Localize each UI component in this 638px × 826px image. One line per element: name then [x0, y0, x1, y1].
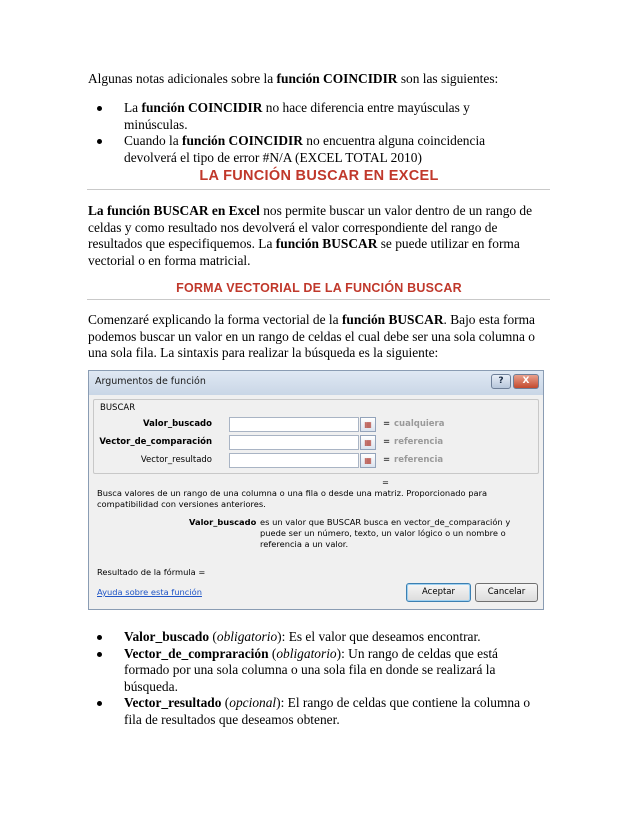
dialog-title: Argumentos de función: [95, 376, 206, 387]
field-value: cualquiera: [394, 419, 445, 429]
list-item: Valor_buscado (obligatorio): Es el valor que deseamos encontrar.: [95, 629, 535, 646]
field-label-valor-buscado: Valor_buscado: [143, 419, 212, 429]
ok-button[interactable]: Aceptar: [406, 583, 471, 602]
function-arguments-dialog: [88, 370, 544, 610]
field-value: referencia: [394, 437, 444, 447]
range-select-icon[interactable]: ▦: [360, 417, 376, 432]
paragraph-buscar: La función BUSCAR en Excel nos permite buscar un valor dentro de un rango de celdas y como resultado nos devolverá el valor correspondiente del rango de resultados que especifiquemos. La función BUSCAR se puede utilizar en forma vectorial o en forma matricial.: [88, 203, 533, 268]
intro-bold: función COINCIDIR: [276, 71, 398, 86]
arguments-list: [95, 629, 535, 728]
list-item: Vector_de_compraración (obligatorio): Un rango de celdas que está formado por una sola columna o una sola fila en donde se realizará la búsqueda.: [95, 646, 535, 696]
heading-vectorial: FORMA VECTORIAL DE LA FUNCIÓN BUSCAR: [176, 281, 462, 295]
valor-buscado-input[interactable]: [229, 417, 359, 432]
list-item: Cuando la función COINCIDIR no encuentra alguna coincidencia devolverá el tipo de error #N/A (EXCEL TOTAL 2010): [95, 133, 535, 166]
vector-comparacion-input[interactable]: [229, 435, 359, 450]
help-link[interactable]: Ayuda sobre esta función: [97, 587, 202, 597]
equals-sign: =: [383, 419, 391, 429]
heading-divider: [87, 299, 550, 300]
cancel-button[interactable]: Cancelar: [475, 583, 538, 602]
arg-description: es un valor que BUSCAR busca en vector_de_comparación y puede ser un número, texto, un valor lógico o un nombre o referencia a un valor.: [260, 517, 511, 549]
arguments-group: [93, 399, 539, 474]
field-value: referencia: [394, 455, 444, 465]
result-equals: =: [382, 477, 389, 487]
field-label-vector-resultado: Vector_resultado: [140, 455, 212, 465]
heading-divider: [87, 189, 550, 190]
function-description: Busca valores de un rango de una columna o una fila o desde una matriz. Proporcionado para compatibilidad con versiones anteriores.: [97, 488, 488, 509]
field-label-vector-comparacion: Vector_de_comparación: [99, 437, 212, 447]
list-item: La función COINCIDIR no hace diferencia entre mayúsculas y minúsculas.: [95, 100, 535, 133]
help-button[interactable]: ?: [491, 374, 511, 389]
equals-sign: =: [383, 455, 391, 465]
notes-list: [95, 100, 535, 166]
equals-sign: =: [383, 437, 391, 447]
list-item: Vector_resultado (opcional): El rango de celdas que contiene la columna o fila de resultados que deseamos obtener.: [95, 695, 535, 728]
group-label: BUSCAR: [100, 403, 136, 413]
formula-result: Resultado de la fórmula =: [97, 567, 206, 577]
range-select-icon[interactable]: ▦: [360, 453, 376, 468]
range-select-icon[interactable]: ▦: [360, 435, 376, 450]
close-button[interactable]: X: [513, 374, 539, 389]
heading-buscar: LA FUNCIÓN BUSCAR EN EXCEL: [199, 168, 439, 184]
paragraph-vectorial: Comenzaré explicando la forma vectorial de la función BUSCAR. Bajo esta forma podemos buscar un valor en un rango de celdas el cual debe ser una sola columna o una sola fila. La sintaxis para realizar la búsqueda es la siguiente:: [88, 312, 535, 360]
intro-paragraph: Algunas notas adicionales sobre la función COINCIDIR son las siguientes:: [88, 71, 499, 86]
arg-name: Valor_buscado: [189, 517, 257, 527]
vector-resultado-input[interactable]: [229, 453, 359, 468]
